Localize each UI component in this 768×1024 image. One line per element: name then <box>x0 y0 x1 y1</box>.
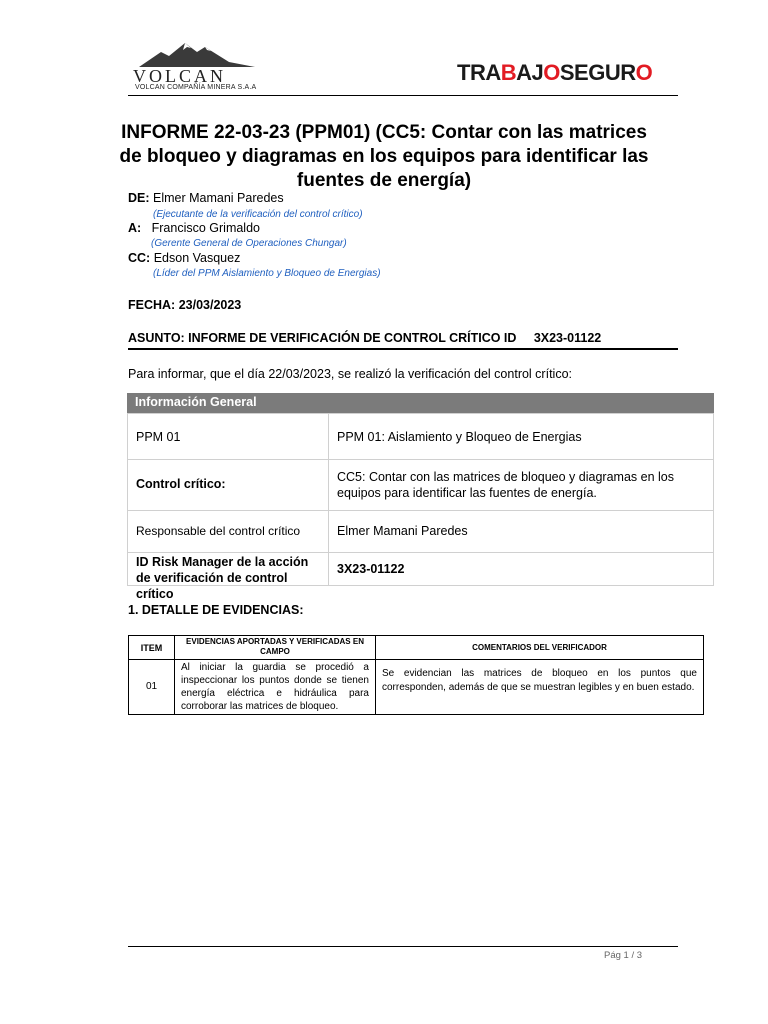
section-evidence-title: 1. DETALLE DE EVIDENCIAS: <box>128 603 304 617</box>
report-title: INFORME 22-03-23 (PPM01) (CC5: Contar con las matrices de bloqueo y diagramas en los equipos para identificar las fuentes de energía) <box>119 122 649 191</box>
trabajo-seguro-logo: TRABAJOSEGURO <box>457 60 653 85</box>
intro-text: Para informar, que el día 22/03/2023, se realizó la verificación del control crítico: <box>128 367 572 381</box>
info-label-responsible: Responsable del control crítico <box>127 510 329 553</box>
subject-divider <box>128 348 678 350</box>
date: FECHA: 23/03/2023 <box>128 298 242 312</box>
info-value-ppm: PPM 01: Aislamiento y Bloqueo de Energias <box>328 413 714 460</box>
evidence-row-comment: Se evidencian las matrices de bloqueo en los puntos que corresponden, además de que se muestran legibles y en buen estado. <box>375 659 704 715</box>
volcan-logo <box>133 40 261 96</box>
evidence-row-item: 01 <box>128 659 175 715</box>
cc-label: CC: Edson Vasquez <box>128 251 241 265</box>
a-role: (Gerente General de Operaciones Chungar) <box>151 238 347 249</box>
info-label-ppm: PPM 01 <box>127 413 329 460</box>
a-label: A: Francisco Grimaldo <box>128 221 260 235</box>
evidence-header-evidence: EVIDENCIAS APORTADAS Y VERIFICADAS EN CAMPO <box>174 635 376 660</box>
de-role: (Ejecutante de la verificación del control crítico) <box>153 209 363 220</box>
cc-role: (Líder del PPM Aislamiento y Bloqueo de Energias) <box>153 268 381 279</box>
de-label: DE: Elmer Mamani Paredes <box>128 191 284 205</box>
info-value-risk-id: 3X23-01122 <box>328 552 714 586</box>
evidence-header-comments: COMENTARIOS DEL VERIFICADOR <box>375 635 704 660</box>
info-label-control: Control crítico: <box>127 459 329 511</box>
evidence-header-item: ITEM <box>128 635 175 660</box>
footer-divider <box>128 946 678 947</box>
general-info-header: Información General <box>127 393 714 413</box>
page-number: Pág 1 / 3 <box>604 950 643 961</box>
info-value-responsible: Elmer Mamani Paredes <box>328 510 714 553</box>
evidence-row-evidence: Al iniciar la guardia se procedió a inspeccionar los puntos donde se tienen energía eléctrica e hidráulica para corroborar las matrices de bloqueo. <box>174 659 376 715</box>
info-value-control: CC5: Contar con las matrices de bloqueo y diagramas en los equipos para identificar las fuentes de energía. <box>328 459 714 511</box>
mountain-icon <box>139 40 255 68</box>
subject: ASUNTO: INFORME DE VERIFICACIÓN DE CONTROL CRÍTICO ID 3X23-01122 <box>128 331 602 345</box>
header-divider <box>128 95 678 96</box>
info-label-risk-id: ID Risk Manager de la acción de verificación de control crítico <box>127 552 329 586</box>
volcan-name: VOLCAN <box>133 66 226 86</box>
volcan-subtitle: VOLCAN COMPAÑÍA MINERA S.A.A <box>135 84 257 91</box>
